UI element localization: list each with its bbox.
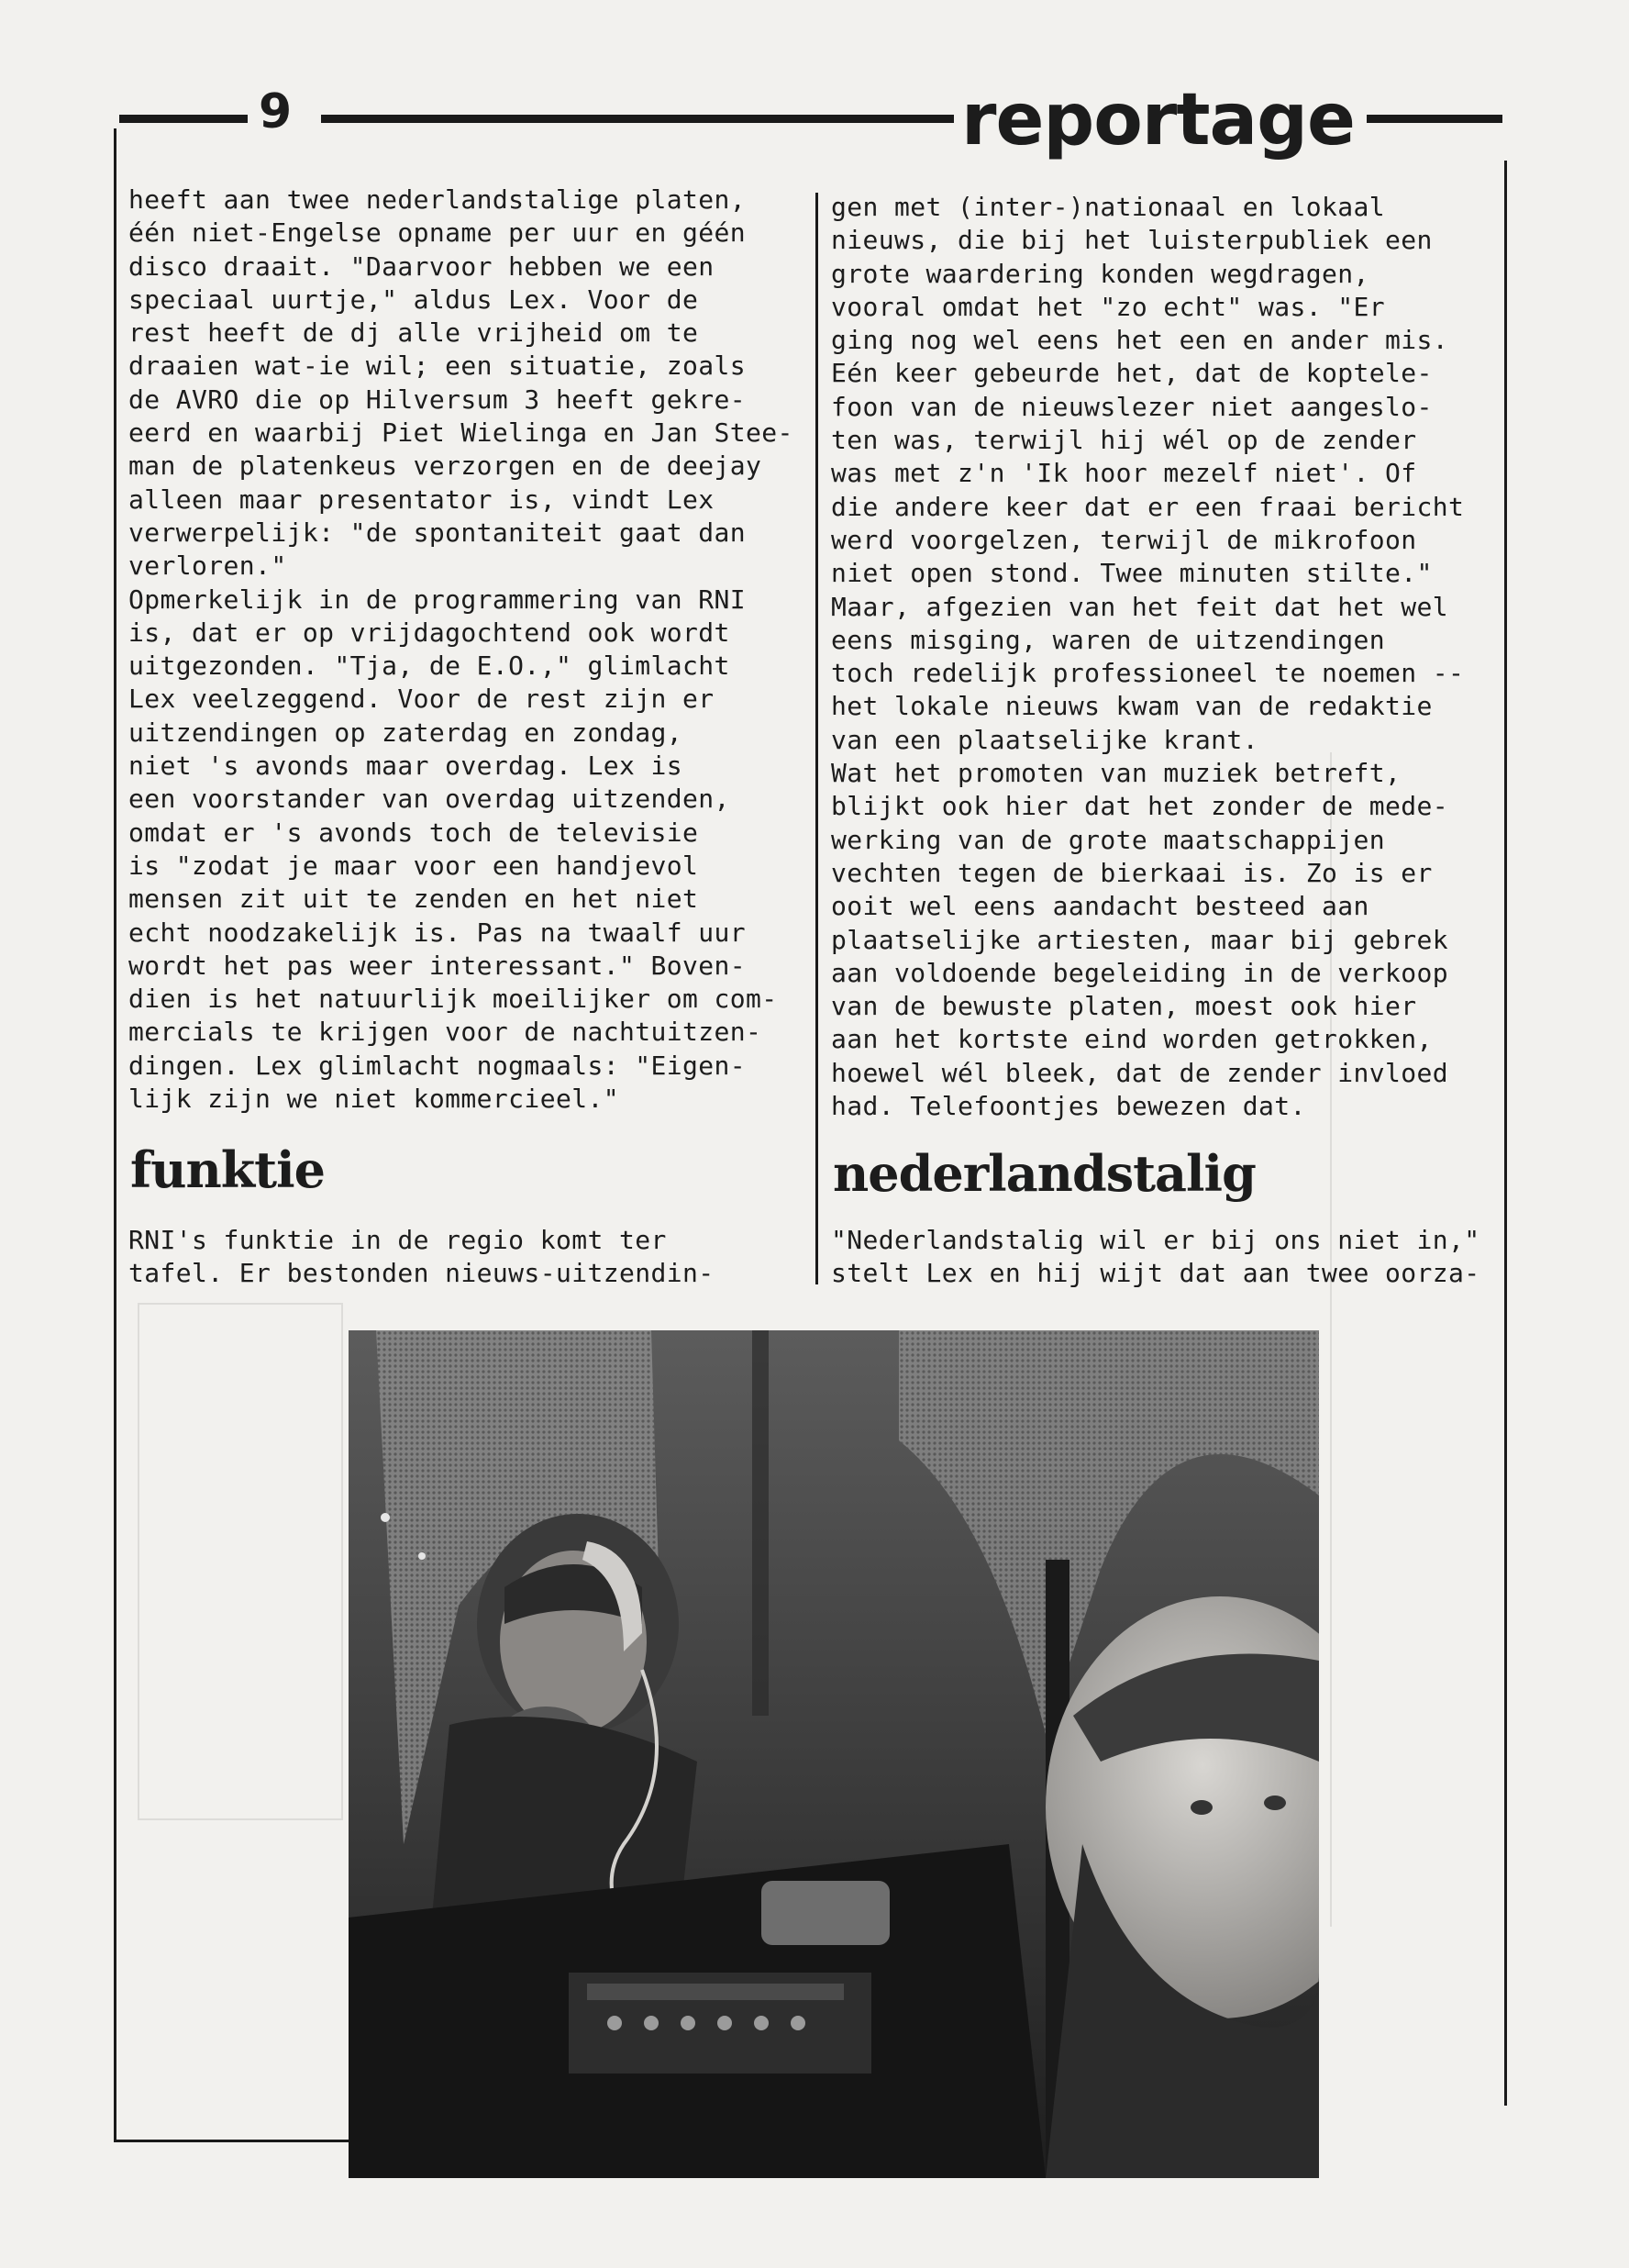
text-line: lijk zijn we niet kommercieel."	[128, 1084, 619, 1115]
studio-photo-drawing	[349, 1330, 1319, 2178]
text-line: Lex veelzeggend. Voor de rest zijn er	[128, 684, 715, 715]
left-column-continued	[128, 1224, 780, 1291]
text-line: plaatselijke artiesten, maar bij gebrek	[831, 924, 1449, 955]
text-line: aan voldoende begeleiding in de verkoop	[831, 957, 1449, 988]
text-line: was met z'n 'Ik hoor mezelf niet'. Of	[831, 458, 1417, 489]
text-line: wordt het pas weer interessant." Boven-	[128, 950, 747, 981]
text-line: ging nog wel eens het een en ander mis.	[831, 325, 1449, 356]
subhead-funktie: funktie	[130, 1140, 325, 1199]
text-line: niet open stond. Twee minuten stilte."	[831, 558, 1433, 589]
text-line: is "zodat je maar voor een handjevol	[128, 850, 699, 881]
right-column-continued	[831, 1224, 1482, 1291]
text-line: eerd en waarbij Piet Wielinga en Jan Stee-	[128, 417, 793, 449]
right-column	[831, 191, 1482, 1123]
text-line: "Nederlandstalig wil er bij ons niet in,"	[831, 1225, 1480, 1255]
text-line: heeft aan twee nederlandstalige platen,	[128, 184, 747, 215]
text-line: alleen maar presentator is, vindt Lex	[128, 484, 715, 515]
text-line: vechten tegen de bierkaai is. Zo is er	[831, 857, 1433, 888]
text-line: had. Telefoontjes bewezen dat.	[831, 1091, 1306, 1122]
text-line: ooit wel eens aandacht besteed aan	[831, 891, 1369, 922]
subhead-nederlandstalig: nederlandstalig	[833, 1144, 1256, 1203]
text-line: tafel. Er bestonden nieuws-uitzendin-	[128, 1258, 715, 1289]
text-line: omdat er 's avonds toch de televisie	[128, 817, 699, 848]
text-line: eens misging, waren de uitzendingen	[831, 624, 1386, 655]
show-through-block	[138, 1303, 343, 1820]
text-line: hoewel wél bleek, dat de zender invloed	[831, 1057, 1449, 1088]
text-line: werd voorgelzen, terwijl de mikrofoon	[831, 524, 1417, 555]
text-line: een voorstander van overdag uitzenden,	[128, 784, 730, 815]
text-line: dien is het natuurlijk moeilijker om com-	[128, 984, 778, 1015]
column-divider	[815, 193, 818, 1284]
text-line: één niet-Engelse opname per uur en géén	[128, 217, 747, 249]
right-border	[1504, 161, 1507, 2106]
text-line: niet 's avonds maar overdag. Lex is	[128, 750, 683, 782]
text-line: is, dat er op vrijdagochtend ook wordt	[128, 617, 730, 648]
text-line: RNI's funktie in de regio komt ter	[128, 1225, 667, 1255]
text-line: echt noodzakelijk is. Pas na twaalf uur	[128, 917, 747, 948]
text-line: van een plaatselijke krant.	[831, 724, 1258, 755]
header-rule-right	[1367, 115, 1502, 123]
text-line: Wat het promoten van muziek betreft,	[831, 758, 1402, 789]
text-line: die andere keer dat er een fraai bericht	[831, 491, 1465, 522]
text-line: Opmerkelijk in de programmering van RNI	[128, 584, 747, 615]
left-column	[128, 183, 793, 1116]
text-line: mercials te krijgen voor de nachtuitzen-	[128, 1017, 762, 1048]
text-line: speciaal uurtje," aldus Lex. Voor de	[128, 284, 699, 315]
text-line: de AVRO die op Hilversum 3 heeft gekre-	[128, 384, 747, 415]
text-line: aan het kortste eind worden getrokken,	[831, 1024, 1433, 1055]
text-line: Maar, afgezien van het feit dat het wel	[831, 591, 1449, 622]
text-line: vooral omdat het "zo echt" was. "Er	[831, 291, 1386, 322]
header-rule-left	[119, 115, 248, 123]
text-line: dingen. Lex glimlacht nogmaals: "Eigen-	[128, 1050, 747, 1081]
text-line: uitgezonden. "Tja, de E.O.," glimlacht	[128, 650, 730, 682]
text-line: mensen zit uit te zenden en het niet	[128, 884, 699, 915]
text-line: draaien wat-ie wil; een situatie, zoals	[128, 350, 747, 382]
text-line: disco draait. "Daarvoor hebben we een	[128, 250, 715, 282]
text-line: het lokale nieuws kwam van de redaktie	[831, 691, 1433, 722]
text-line: verloren."	[128, 550, 287, 582]
text-line: gen met (inter-)nationaal en lokaal	[831, 192, 1386, 222]
text-line: blijkt ook hier dat het zonder de mede-	[831, 791, 1449, 822]
text-line: van de bewuste platen, moest ook hier	[831, 991, 1417, 1022]
text-line: ten was, terwijl hij wél op de zender	[831, 425, 1417, 456]
left-border	[114, 128, 116, 2142]
text-line: man de platenkeus verzorgen en de deejay	[128, 450, 762, 482]
text-line: uitzendingen op zaterdag en zondag,	[128, 717, 683, 748]
text-line: toch redelijk professioneel te noemen --	[831, 658, 1465, 689]
section-title: reportage	[956, 84, 1360, 156]
text-line: Eén keer gebeurde het, dat de koptele-	[831, 358, 1433, 389]
text-line: nieuws, die bij het luisterpubliek een	[831, 225, 1433, 256]
text-line: foon van de nieuwslezer niet aangeslo-	[831, 391, 1433, 422]
text-line: rest heeft de dj alle vrijheid om te	[128, 317, 699, 349]
text-line: stelt Lex en hij wijt dat aan twee oorza-	[831, 1258, 1480, 1289]
studio-photo	[349, 1330, 1319, 2178]
page-number: 9	[259, 84, 293, 139]
text-line: grote waardering konden wegdragen,	[831, 258, 1369, 289]
text-line: werking van de grote maatschappijen	[831, 824, 1386, 855]
header-rule-middle	[321, 115, 954, 123]
text-line: verwerpelijk: "de spontaniteit gaat dan	[128, 517, 747, 548]
